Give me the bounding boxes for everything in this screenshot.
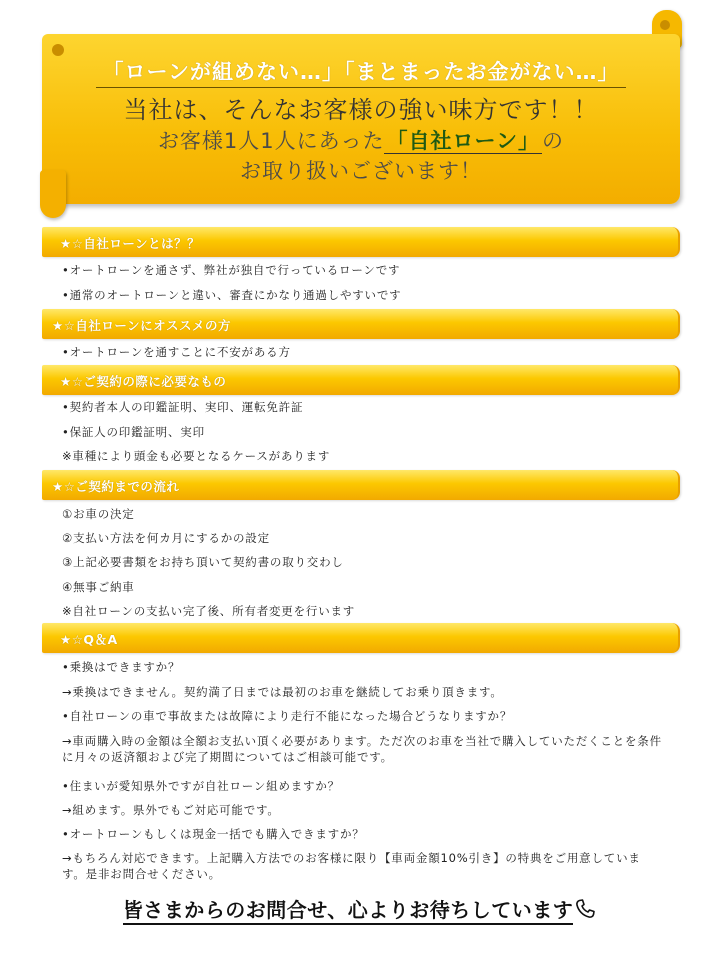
section-header-flow [42,470,680,500]
faq-answer: →乗換はできません。契約満了日までは最初のお車を継続してお乗り頂きます。 [62,685,503,699]
closing-text: 皆さまからのお問合せ、心よりお待ちしています [123,898,573,925]
banner-offer-emphasis: 「自社ローン」 [386,129,541,153]
section-header-qa [42,623,680,653]
list-item: ※自社ローンの支払い完了後、所有者変更を行います [62,604,356,618]
banner-offer-pre: お客様1人1人にあった [157,129,385,153]
phone-icon [573,897,597,921]
section-title: ★☆ご契約までの流れ [52,479,180,494]
banner-offer-end: お取り扱いございます！ [240,159,482,183]
section-header-what-is [42,227,680,257]
list-item: ④無事ご納車 [62,580,135,594]
faq-question: •オートローンもしくは現金一括でも購入できますか？ [62,827,365,841]
list-item: •オートローンを通さず、弊社が独自で行っているローンです [62,263,401,277]
banner-text [42,56,680,185]
section-title: ★☆自社ローンとは？？ [60,236,201,251]
section-title: ★☆自社ローンにオススメの方 [52,318,232,333]
list-item: ③上記必要書類をお持ち頂いて契約書の取り交わし [62,555,344,569]
list-item: ①お車の決定 [62,507,135,521]
banner-headline: 「ローンが組めない…」「まとまったお金がない…」 [96,56,625,88]
list-item: •契約者本人の印鑑証明、実印、運転免許証 [62,400,304,414]
faq-question: •自社ローンの車で事故または故障により走行不能になった場合どうなりますか？ [62,709,513,723]
faq-question: •乗換はできますか？ [62,660,181,674]
scroll-curl-left [52,44,64,56]
faq-answer: →組めます。県外でもご対応可能です。 [62,803,280,817]
faq-answer: →もちろん対応できます。上記購入方法でのお客様に限り【車両金額10%引き】の特典をご用意しています。是非お問合せください。 [62,851,641,881]
faq-question: •住まいが愛知県外ですが自社ローン組めますか？ [62,779,340,793]
list-item: ②支払い方法を何カ月にするかの設定 [62,531,270,545]
section-title: ★☆Q＆A [60,632,118,647]
banner-offer [42,125,680,155]
list-item: •オートローンを通すことに不安がある方 [62,345,291,359]
section-header-requirements [42,365,680,395]
section-title: ★☆ご契約の際に必要なもの [60,374,227,389]
list-item: •通常のオートローンと違い、審査にかなり通過しやすいです [62,288,402,302]
faq-answer: →車両購入時の金額は全額お支払い頂く必要があります。ただ次のお車を当社で購入していただくことを条件に月々の返済額および完了期間についてはご相談可能です。 [62,734,662,764]
section-header-recommended [42,309,680,339]
banner-offer-post: の [542,129,565,153]
list-item: •保証人の印鑑証明、実印 [62,425,205,439]
banner-tagline: 当社は、そんなお客様の強い味方です！！ [123,96,599,124]
closing-message [0,894,720,923]
list-item: ※車種により頭金も必要となるケースがあります [62,449,331,463]
